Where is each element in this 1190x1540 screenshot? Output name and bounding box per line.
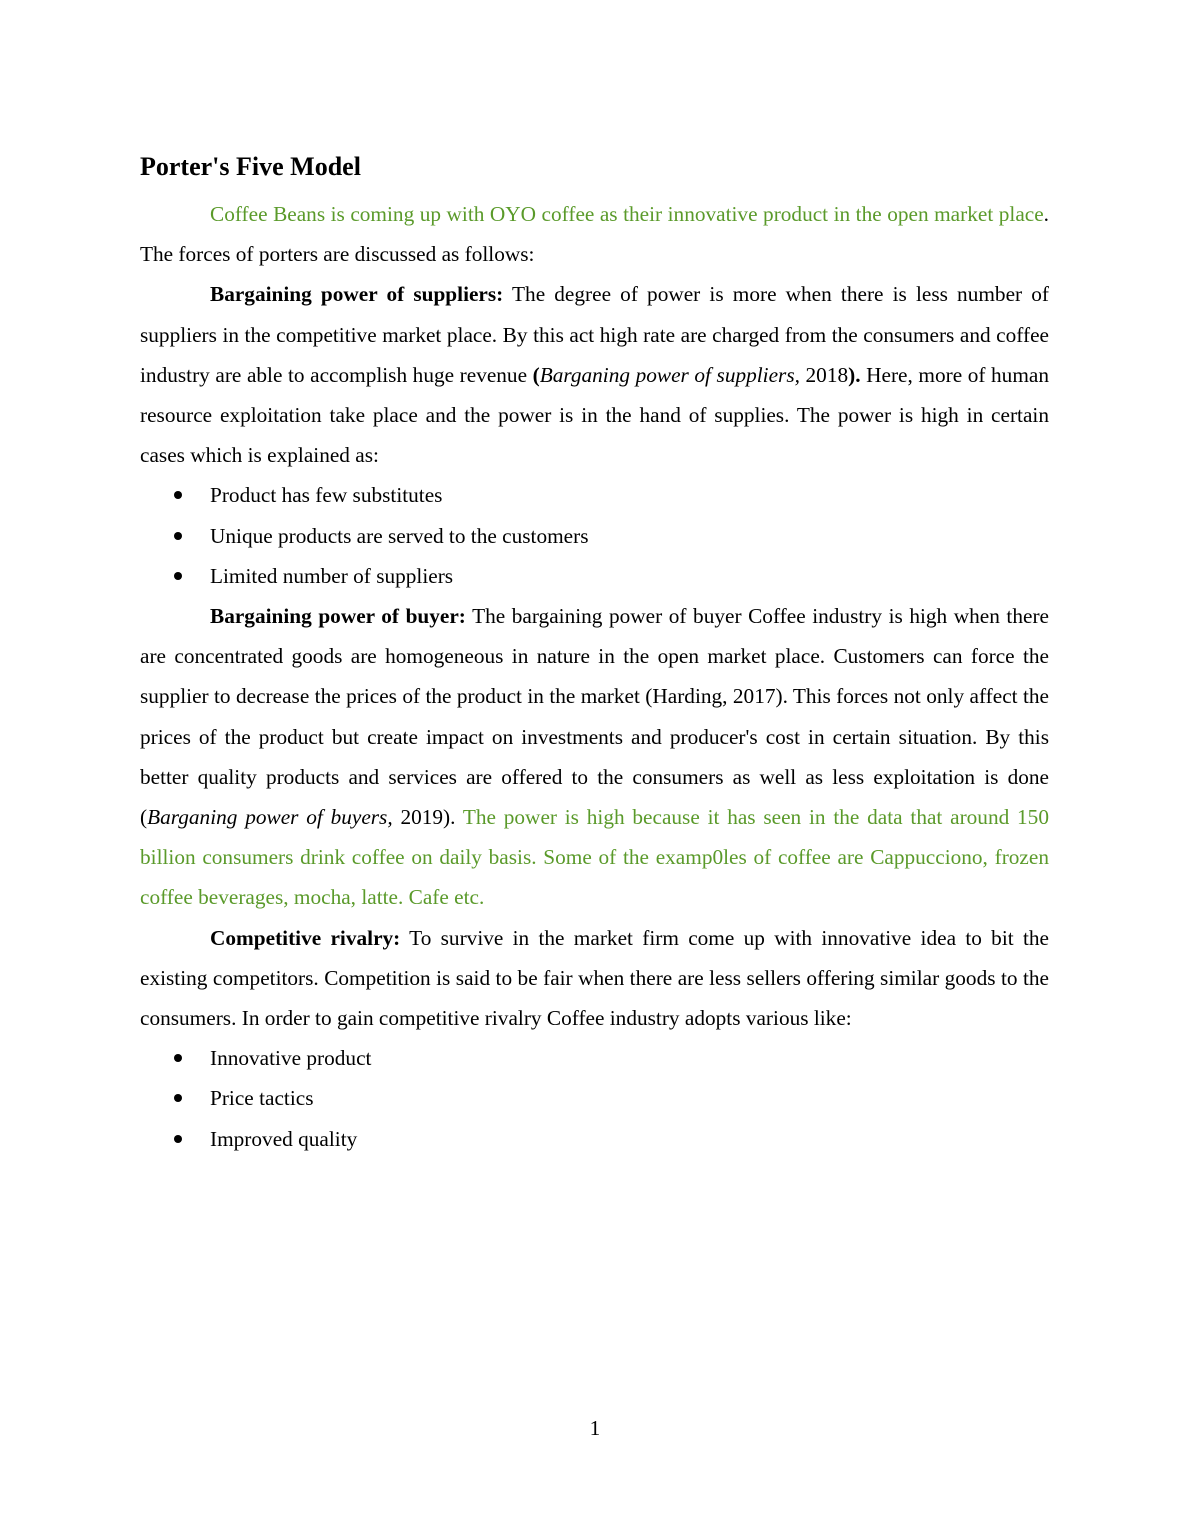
bullet-icon (174, 1135, 182, 1143)
buyers-paragraph (140, 596, 1049, 918)
bullet-icon (174, 532, 182, 540)
intro-highlight-text: Coffee Beans is coming up with OYO coffee as their innovative product in the open market place (210, 202, 1044, 226)
bullet-icon (174, 491, 182, 499)
list-item-text: Price tactics (210, 1086, 314, 1111)
list-item-text: Innovative product (210, 1046, 372, 1071)
rivalry-heading: Competitive rivalry: (210, 925, 401, 950)
list-item (140, 1078, 1049, 1118)
list-item (140, 516, 1049, 556)
intro-paragraph (140, 194, 1049, 274)
suppliers-citation-year: 2018 (799, 362, 849, 387)
list-item (140, 1038, 1049, 1078)
rivalry-bullet-list (140, 1038, 1049, 1159)
buyers-citation-year: 2019). (392, 805, 456, 830)
suppliers-text-1: The degree of power is more when there is less number of suppliers in the competitive market place. By this act high rate are charged from the consumers and coffee industry are able to accomplish huge revenue (140, 282, 1049, 387)
rivalry-paragraph (140, 918, 1049, 1039)
list-item-text: Product has few substitutes (210, 483, 443, 508)
list-item (140, 556, 1049, 596)
buyers-heading: Bargaining power of buyer: (210, 604, 466, 629)
suppliers-heading: Bargaining power of suppliers: (210, 282, 504, 307)
list-item-text: Improved quality (210, 1126, 358, 1151)
intro-text: . The forces of porters are discussed as follows: (140, 202, 1049, 267)
bullet-icon (174, 1054, 182, 1062)
bullet-icon (174, 1094, 182, 1102)
suppliers-bullet-list (140, 475, 1049, 596)
suppliers-text-2: Here, more of human resource exploitation take place and the power is in the hand of supplies. The power is high in certain cases which is explained as: (140, 362, 1049, 468)
suppliers-paren-close: ). (848, 362, 861, 387)
document-page (140, 148, 1049, 1159)
page-number: 1 (589, 1416, 601, 1440)
bullet-icon (174, 572, 182, 580)
list-item-text: Unique products are served to the customers (210, 523, 589, 548)
list-item (140, 1119, 1049, 1159)
page-title: Porter's Five Model (140, 152, 361, 181)
list-item-text: Limited number of suppliers (210, 563, 454, 588)
rivalry-text: To survive in the market firm come up with innovative idea to bit the existing competitors. Competition is said to be fair when there are less sellers offering similar goods to the consumers. In order to gain competitive rivalry Coffee industry adopts various like: (140, 925, 1049, 1031)
suppliers-paragraph (140, 274, 1049, 475)
buyers-citation: Barganing power of buyers, (147, 805, 393, 830)
list-item (140, 475, 1049, 515)
buyers-text: The bargaining power of buyer Coffee industry is high when there are concentrated goods are homogeneous in nature in the open market place. Customers can force the supplier to decrease the prices of the product in the market (Harding, 2017). This forces not only affect the prices of the product but create impact on investments and producer's cost in certain situation. By this better quality products and services are offered to the consumers as well as less exploitation is done ( (140, 604, 1049, 830)
suppliers-paren-open: ( (532, 362, 540, 387)
suppliers-citation: Barganing power of suppliers, (539, 362, 800, 387)
buyers-highlight-text: The power is high because it has seen in the data that around 150 billion consumers drink coffee on daily basis. Some of the examp0les of coffee are Cappucciono, frozen coffee beverages, mocha, latte. Cafe etc. (140, 805, 1049, 910)
